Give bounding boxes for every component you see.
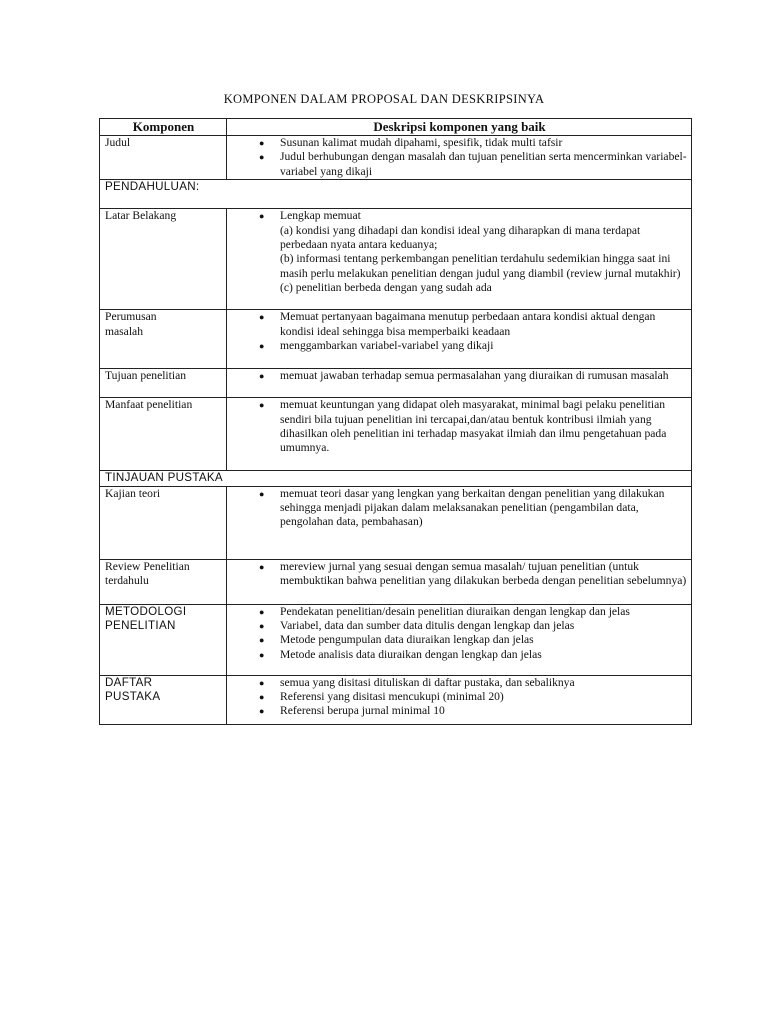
bullet-icon: ● — [259, 606, 265, 617]
description-list — [232, 398, 687, 456]
list-item — [259, 690, 687, 704]
description-list — [232, 560, 687, 589]
bullet-icon: ● — [259, 152, 265, 163]
table-header-row — [100, 119, 692, 136]
description-text: memuat teori dasar yang lengkan yang berkaitan dengan penelitian yang dilakukan sehingga menjadi pijakan dalam melaksanakan penelitian (pengambilan data, pengolahan data, pembahasan) — [280, 486, 665, 529]
list-item — [259, 136, 687, 150]
description-text: Referensi yang disitasi mencukupi (minimal 20) — [280, 690, 504, 704]
bullet-icon: ● — [259, 692, 265, 703]
component-name: Judul — [100, 136, 227, 180]
table-row — [100, 604, 692, 675]
table-row — [100, 398, 692, 471]
list-item — [259, 559, 687, 589]
document-title: KOMPONEN DALAM PROPOSAL DAN DESKRIPSINYA — [223, 92, 545, 106]
description-text: Metode pengumpulan data diuraikan lengkap dan jelas — [280, 633, 534, 647]
bullet-icon: ● — [259, 211, 265, 222]
description-list — [232, 605, 687, 663]
header-deskripsi: Deskripsi komponen yang baik — [227, 119, 692, 136]
description-text: Variabel, data dan sumber data ditulis dengan lengkap dan jelas — [280, 619, 575, 633]
bullet-icon: ● — [259, 649, 265, 660]
description-list — [232, 487, 687, 530]
component-description — [227, 398, 692, 471]
list-item — [259, 310, 687, 339]
bullet-icon: ● — [259, 371, 265, 382]
component-name: Review Penelitian terdahulu — [100, 559, 227, 604]
component-name: Manfaat penelitian — [100, 398, 227, 471]
table-body — [100, 136, 692, 725]
bullet-icon: ● — [259, 677, 265, 688]
component-description — [227, 310, 692, 369]
list-item — [259, 486, 687, 530]
description-text: memuat keuntungan yang didapat oleh masyarakat, minimal bagi pelaku penelitian sendiri bila tujuan penelitian ini tercapai,dan/atau bentuk kontribusi ilmiah yang dihasilkan oleh penelitian ini terhadap masyakat ilmiah dan ilmu pengetahuan pada umumnya. — [280, 398, 667, 455]
component-name: Latar Belakang — [100, 209, 227, 310]
description-text: memuat jawaban terhadap semua permasalahan yang diuraikan di rumusan masalah — [280, 369, 669, 383]
description-list — [232, 310, 687, 353]
bullet-icon: ● — [259, 706, 265, 717]
list-item — [259, 369, 687, 383]
description-text: menggambarkan variabel-variabel yang dikaji — [280, 339, 494, 353]
description-text: Susunan kalimat mudah dipahami, spesifik, tidak multi tafsir — [280, 136, 563, 149]
table-row — [100, 136, 692, 180]
table-row — [100, 559, 692, 604]
component-name: Perumusan masalah — [100, 310, 227, 369]
table-row — [100, 209, 692, 310]
description-text: Pendekatan penelitian/desain penelitian diuraikan dengan lengkap dan jelas — [280, 604, 630, 618]
description-text: Judul berhubungan dengan masalah dan tujuan penelitian serta mencerminkan variabel-variabel yang dikaji — [280, 150, 687, 178]
bullet-icon: ● — [259, 635, 265, 646]
component-name: Tujuan penelitian — [100, 369, 227, 398]
list-item — [259, 398, 687, 456]
list-item — [259, 604, 687, 619]
table-row — [100, 486, 692, 559]
component-description — [227, 675, 692, 724]
description-text: mereview jurnal yang sesuai dengan semua masalah/ tujuan penelitian (untuk membuktikan bahwa penelitian yang dilakukan berbeda dengan penelitian sebelumnya) — [280, 559, 687, 588]
description-list — [232, 209, 687, 295]
description-text: semua yang disitasi dituliskan di daftar pustaka, dan sebaliknya — [280, 675, 575, 689]
table-row — [100, 369, 692, 398]
component-description — [227, 604, 692, 675]
bullet-icon: ● — [259, 621, 265, 632]
component-name: DAFTAR PUSTAKA — [100, 675, 227, 724]
component-description — [227, 486, 692, 559]
header-komponen: Komponen — [100, 119, 227, 136]
component-name: Kajian teori — [100, 486, 227, 559]
description-list — [232, 676, 687, 719]
component-description — [227, 559, 692, 604]
bullet-icon: ● — [259, 138, 265, 148]
table-row — [100, 675, 692, 724]
description-list — [232, 136, 687, 179]
list-item — [259, 647, 687, 662]
description-text: Lengkap memuat (a) kondisi yang dihadapi dan kondisi ideal yang diharapkan di mana terdapat perbedaan nyata antara keduanya; (b) informasi tentang perkembangan penelitian terdahulu sedemikian hingga saat ini masih perlu melakukan penelitian dengan judul yang diambil (review jurnal mutakhir) (c) penelitian berbeda dengan yang sudah ada — [280, 209, 681, 295]
component-description — [227, 369, 692, 398]
bullet-icon: ● — [259, 400, 265, 411]
component-description — [227, 136, 692, 180]
components-table — [99, 118, 692, 725]
description-text: Memuat pertanyaan bagaimana menutup perbedaan antara kondisi aktual dengan kondisi ideal sehingga bisa memperbaiki keadaan — [280, 310, 656, 338]
bullet-icon: ● — [259, 488, 265, 499]
list-item — [259, 150, 687, 179]
bullet-icon: ● — [259, 341, 265, 352]
list-item — [259, 619, 687, 633]
section-row — [100, 471, 692, 486]
list-item — [259, 704, 687, 718]
description-text: Metode analisis data diuraikan dengan lengkap dan jelas — [280, 647, 542, 661]
description-list — [232, 369, 687, 383]
list-item — [259, 633, 687, 647]
table-row — [100, 310, 692, 369]
list-item — [259, 209, 687, 295]
component-description — [227, 209, 692, 310]
list-item — [259, 339, 687, 353]
section-heading: TINJAUAN PUSTAKA — [100, 471, 692, 486]
section-heading: PENDAHULUAN: — [100, 180, 692, 209]
list-item — [259, 675, 687, 690]
bullet-icon: ● — [259, 312, 265, 323]
bullet-icon: ● — [259, 561, 265, 572]
component-name: METODOLOGI PENELITIAN — [100, 604, 227, 675]
section-row — [100, 180, 692, 209]
description-text: Referensi berupa jurnal minimal 10 — [280, 704, 445, 718]
